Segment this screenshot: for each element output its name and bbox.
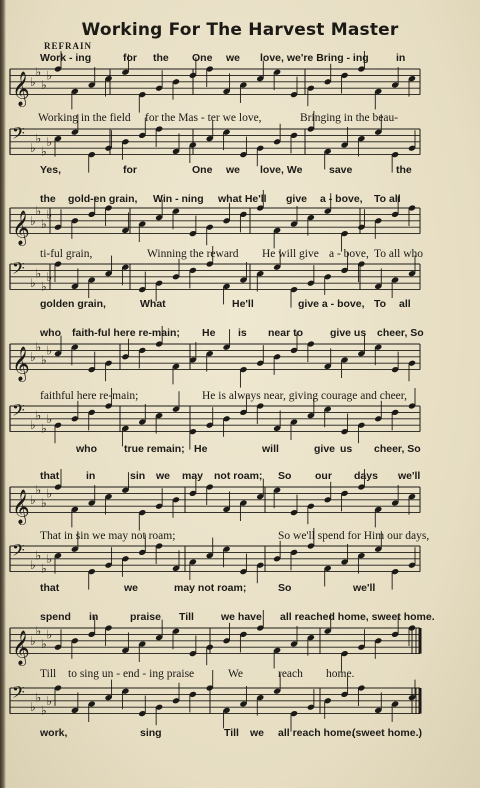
flat-icon: ♭ [46, 343, 53, 358]
treble-clef-icon: 𝄞 [12, 489, 30, 525]
flat-icon: ♭ [35, 204, 42, 219]
flat-icon: ♭ [35, 483, 42, 498]
flat-icon: ♭ [46, 627, 53, 642]
lyric-line [10, 112, 420, 126]
lyric-word: that [40, 582, 60, 594]
lyric-line [10, 727, 423, 741]
lyric-word: He [202, 327, 216, 339]
lyric-word: who [40, 327, 61, 339]
lyric-word: sin [130, 470, 146, 482]
lyric-word: in [89, 611, 99, 623]
lyric-word: So [278, 470, 292, 482]
flat-icon: ♭ [41, 279, 47, 294]
flat-icon: ♭ [35, 690, 42, 705]
lyric-word: He'll [232, 298, 254, 310]
lyric-word: What [140, 298, 166, 310]
lyric-word: home. [326, 668, 355, 680]
lyric-word: Till [224, 727, 239, 739]
lyric-line [10, 327, 424, 341]
flat-icon: ♭ [30, 418, 36, 433]
lyric-word: So we'll spend for Him our days, [278, 530, 430, 542]
lyric-word: all reached home, sweet home. [280, 611, 435, 623]
flat-icon: ♭ [46, 134, 53, 149]
lyric-word: save [329, 164, 353, 176]
lyric-line [10, 470, 420, 484]
flat-icon: ♭ [30, 349, 36, 364]
flat-icon: ♭ [41, 637, 47, 651]
lyric-word: praise [130, 611, 161, 623]
lyric-word: a - bove, [329, 248, 369, 260]
flat-icon: ♭ [41, 217, 47, 231]
lyric-word: cheer, So [374, 443, 421, 455]
lyric-word: One [192, 164, 213, 176]
lyric-line [10, 530, 430, 544]
lyric-word: us [340, 443, 353, 455]
flat-icon: ♭ [41, 78, 47, 92]
lyric-line [10, 248, 424, 262]
flat-icon: ♭ [41, 703, 47, 718]
flat-icon: ♭ [30, 213, 36, 228]
lyric-line [10, 164, 420, 178]
lyric-word: we [226, 164, 241, 176]
lyric-line [10, 298, 420, 312]
lyric-line [10, 668, 420, 682]
bass-clef-icon: 𝄢 [12, 540, 25, 564]
lyric-line [10, 611, 435, 625]
lyric-word: true remain; [124, 443, 185, 455]
lyric-word: To all who [374, 248, 424, 260]
lyric-word: we [124, 582, 139, 594]
treble-clef-icon: 𝄞 [12, 630, 30, 666]
lyric-word: give [314, 443, 336, 455]
lyric-word: golden grain, [40, 298, 106, 310]
lyric-word: for [123, 164, 137, 176]
lyric-word: love, We [260, 164, 303, 176]
lyric-word: will [262, 443, 279, 455]
flat-icon: ♭ [35, 408, 42, 423]
lyric-word: may [182, 470, 204, 482]
lyric-line [10, 52, 420, 66]
lyric-word: He is always near, giving courage and cheer, [202, 390, 408, 402]
lyric-word: we [250, 727, 265, 739]
lyric-word: reach [278, 668, 303, 680]
bass-clef-icon: 𝄢 [12, 682, 25, 706]
flat-icon: ♭ [46, 486, 53, 501]
lyric-word: that [40, 470, 60, 482]
lyric-word: Work - ing [40, 52, 92, 64]
lyric-word: for the Mas - ter we love, [145, 112, 262, 124]
flat-icon: ♭ [30, 141, 36, 156]
lyric-word: the [396, 164, 412, 176]
flat-icon: ♭ [35, 340, 42, 355]
flat-icon: ♭ [35, 548, 42, 563]
lyric-word: Yes, [40, 164, 62, 176]
lyric-word: we'll [398, 470, 421, 482]
lyric-word: Win - ning [153, 193, 204, 205]
lyric-word: That in sin we may not roam; [40, 530, 176, 542]
lyric-word: Till [179, 611, 194, 623]
lyric-word: may not roam; [174, 582, 247, 594]
lyric-word: ti-ful grain, [40, 248, 93, 260]
flat-icon: ♭ [30, 700, 36, 715]
lyric-word: a - bove, [320, 193, 363, 205]
flat-icon: ♭ [41, 144, 47, 159]
lyric-word: all [399, 298, 411, 310]
flat-icon: ♭ [35, 624, 42, 639]
flat-icon: ♭ [46, 411, 53, 426]
flat-icon: ♭ [41, 561, 47, 576]
lyric-word: love, we're Bring - ing [260, 52, 369, 64]
lyric-word: the [40, 193, 56, 205]
flat-icon: ♭ [30, 633, 36, 648]
lyric-word: Working in the field [38, 112, 131, 124]
flat-icon: ♭ [46, 68, 53, 83]
treble-clef-icon: 𝄞 [12, 210, 30, 246]
lyric-word: cheer, So [377, 327, 424, 339]
flat-icon: ♭ [30, 74, 36, 89]
bass-clef-icon: 𝄢 [12, 123, 25, 147]
lyric-word: to sing un - end - ing praise [68, 668, 195, 680]
lyric-word: give a - bove, [298, 298, 365, 310]
flat-icon: ♭ [46, 551, 53, 566]
lyric-word: Winning the reward [147, 248, 239, 260]
lyric-line [10, 582, 420, 596]
flat-icon: ♭ [46, 269, 53, 284]
lyric-word: near to [268, 327, 304, 339]
lyric-word: faithful here re-main; [40, 390, 139, 402]
flat-icon: ♭ [46, 207, 53, 222]
flat-icon: ♭ [41, 421, 47, 436]
flat-icon: ♭ [46, 693, 53, 708]
lyric-word: give us [330, 327, 367, 339]
flat-icon: ♭ [35, 131, 42, 146]
flat-icon: ♭ [35, 65, 42, 80]
lyric-word: our [315, 470, 332, 482]
lyric-word: for [123, 52, 137, 64]
lyric-line [10, 443, 420, 457]
flat-icon: ♭ [30, 276, 36, 291]
treble-clef-icon: 𝄞 [12, 71, 30, 107]
lyric-word: gold-en grain, [68, 193, 138, 205]
bass-clef-icon: 𝄢 [12, 400, 25, 424]
lyric-word: in [396, 52, 406, 64]
lyric-word: (sweet home.) [352, 727, 423, 739]
flat-icon: ♭ [30, 492, 36, 507]
lyric-word: To [374, 298, 387, 310]
treble-clef-icon: 𝄞 [12, 346, 30, 382]
lyric-word: Till [40, 668, 57, 680]
lyric-word: we have [221, 611, 262, 623]
lyric-word: we'll [353, 582, 376, 594]
page-title: Working For The Harvest Master [81, 20, 399, 40]
flat-icon: ♭ [41, 496, 47, 510]
lyric-word: He [194, 443, 208, 455]
lyric-word: all reach home. [278, 727, 355, 739]
lyric-word: We [228, 668, 244, 680]
lyric-word: To all [374, 193, 401, 205]
lyric-line [10, 390, 420, 404]
lyric-word: is [238, 327, 247, 339]
lyric-word: Bringing in the beau- [300, 112, 399, 124]
lyric-word: He will give [262, 248, 319, 260]
lyric-word: So [278, 582, 292, 594]
section-label: REFRAIN [44, 41, 93, 51]
lyric-word: in [86, 470, 96, 482]
lyric-line [10, 193, 420, 207]
lyric-word: who [76, 443, 97, 455]
flat-icon: ♭ [35, 266, 42, 281]
lyric-word: sing [140, 727, 162, 739]
lyric-word: what He'll [218, 193, 267, 205]
lyric-word: not roam; [214, 470, 263, 482]
lyric-word: give [286, 193, 308, 205]
lyric-word: we [156, 470, 171, 482]
lyric-word: spend [40, 611, 71, 623]
lyric-word: days [354, 470, 378, 482]
flat-icon: ♭ [41, 353, 47, 367]
bass-clef-icon: 𝄢 [12, 258, 25, 282]
lyric-word: we [226, 52, 241, 64]
lyric-word: faith-ful here re-main; [72, 327, 180, 339]
lyric-word: One [192, 52, 213, 64]
flat-icon: ♭ [30, 558, 36, 573]
lyric-word: work, [40, 727, 68, 739]
lyric-word: the [153, 52, 169, 64]
